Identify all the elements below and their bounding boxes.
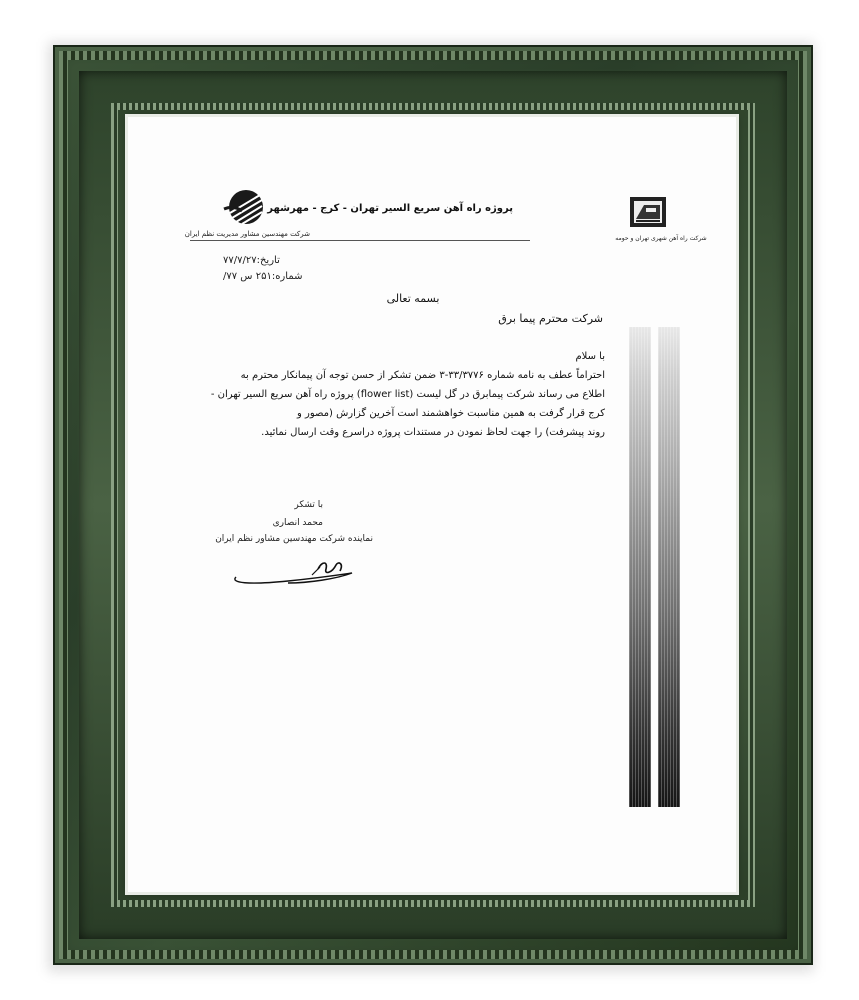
handwritten-signature-icon bbox=[228, 553, 358, 591]
letter-date: تاریخ:۷۷/۷/۲۷ bbox=[223, 255, 280, 266]
body-line-1: احتراماً عطف به نامه شماره ۳۳/۳۷۷۶-۳ ضمن تشکر از حسن توجه آن پیمانکار محترم به bbox=[240, 370, 605, 381]
signer-title: نماینده شرکت مهندسین مشاور نظم ایران bbox=[215, 534, 373, 544]
header-divider bbox=[190, 240, 530, 241]
consultant-org-caption: شرکت مهندسین مشاور مدیریت نظم ایران bbox=[184, 230, 310, 238]
scan-edge-bar-right bbox=[658, 327, 680, 807]
closing-thanks: با تشکر bbox=[294, 500, 323, 510]
recipient-line: شرکت محترم پیما برق bbox=[498, 312, 603, 325]
project-title: پروژه راه آهن سریع السیر تهران - کرج - مهرشهر bbox=[267, 203, 513, 214]
scan-edge-bar-left bbox=[629, 327, 651, 807]
metro-company-caption: شرکت راه آهن شهری تهران و حومه bbox=[615, 235, 707, 242]
letter-document bbox=[128, 117, 736, 892]
letter-number: شماره:۲۵۱ س ۷۷/ bbox=[223, 271, 303, 282]
metro-company-logo-icon bbox=[626, 195, 670, 233]
body-line-4: روند پیشرفت) را جهت لحاظ نمودن در مستندات پروژه دراسرع وقت ارسال نمائید. bbox=[261, 427, 605, 438]
body-line-3: کرج قرار گرفت به همین مناسبت خواهشمند است آخرین گزارش (مصور و bbox=[296, 408, 605, 419]
bismillah-heading: بسمه تعالی bbox=[386, 292, 440, 305]
body-line-2: اطلاع می رساند شرکت پیمابرق در گل لیست (flower list) پروژه راه آهن سریع السیر تهران - bbox=[210, 389, 605, 400]
consultant-logo-icon bbox=[220, 187, 268, 229]
greeting-line: با سلام bbox=[575, 351, 605, 362]
signer-name: محمد انصاری bbox=[272, 518, 323, 528]
